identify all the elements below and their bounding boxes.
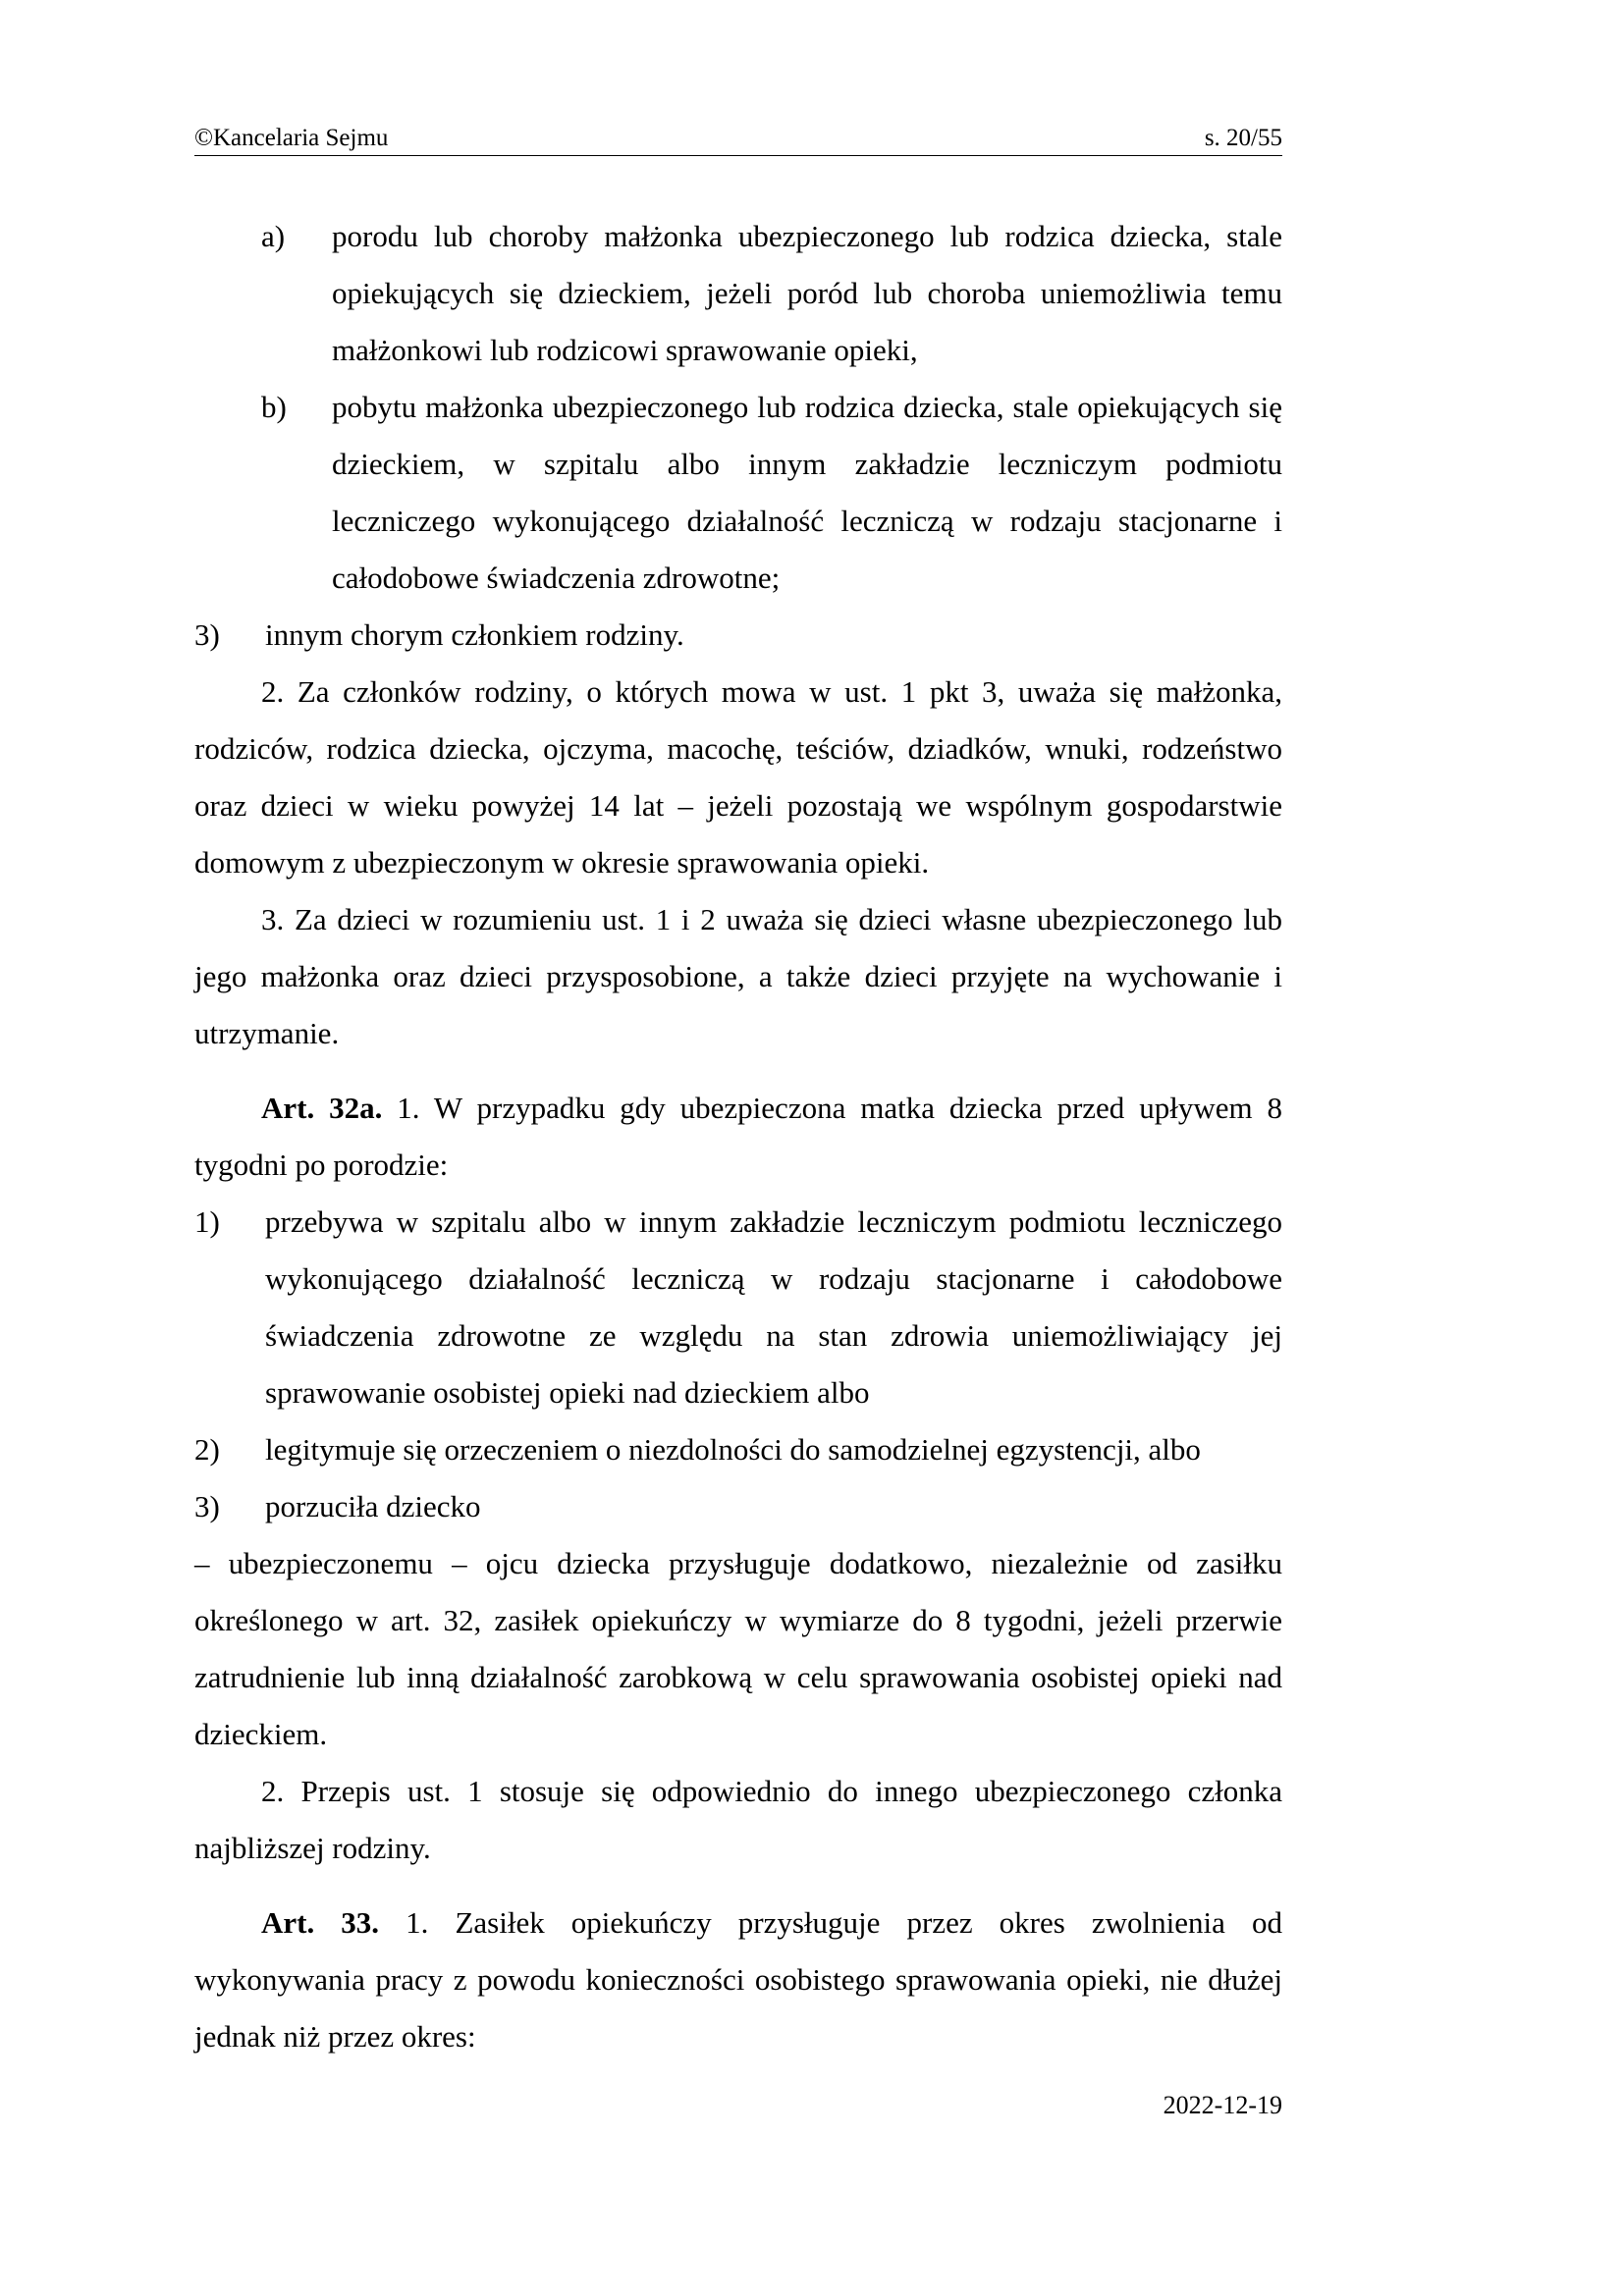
item-label: 3): [194, 617, 220, 652]
item-text: porodu lub choroby małżonka ubezpieczonego lub rodzica dziecka, stale opiekujących się dzieckiem, jeżeli poród lub choroba uniemożliwia temu małżonkowi lub rodzicowi sprawowanie opieki,: [332, 219, 1282, 367]
paragraph: 2. Przepis ust. 1 stosuje się odpowiednio do innego ubezpieczonego członka najbliższej rodziny.: [194, 1774, 1282, 1865]
paragraph: 3. Za dzieci w rozumieniu ust. 1 i 2 uważa się dzieci własne ubezpieczonego lub jego małżonka oraz dzieci przysposobione, a także dzieci przyjęte na wychowanie i utrzymanie.: [194, 902, 1282, 1050]
item-text: przebywa w szpitalu albo w innym zakładzie leczniczym podmiotu leczniczego wykonującego działalność leczniczą w rodzaju stacjonarne i całodobowe świadczenia zdrowotne ze względu na stan zdrowia uniemożliwiający jej sprawowanie osobistej opieki nad dzieckiem albo: [265, 1204, 1282, 1410]
article-text: 1. Zasiłek opiekuńczy przysługuje przez okres zwolnienia od wykonywania pracy z powodu konieczności osobistego sprawowania opieki, nie dłużej jednak niż przez okres:: [194, 1905, 1282, 2054]
list-item: [194, 379, 1282, 607]
article-33-intro: [194, 1895, 1282, 2065]
item-label: a): [261, 219, 286, 253]
item-label: 1): [194, 1204, 220, 1239]
header-source: ©Kancelaria Sejmu: [194, 125, 389, 151]
article-text: 1. W przypadku gdy ubezpieczona matka dziecka przed upływem 8 tygodni po porodzie:: [194, 1091, 1282, 1182]
item-text: pobytu małżonka ubezpieczonego lub rodzica dziecka, stale opiekujących się dzieckiem, w szpitalu albo innym zakładzie leczniczym podmiotu leczniczego wykonującego działalność leczniczą w rodzaju stacjonarne i całodobowe świadczenia zdrowotne;: [332, 390, 1282, 595]
paragraph: – ubezpieczonemu – ojcu dziecka przysługuje dodatkowo, niezależnie od zasiłku określonego w art. 32, zasiłek opiekuńczy w wymiarze do 8 tygodni, jeżeli przerwie zatrudnienie lub inną działalność zarobkową w celu sprawowania osobistej opieki nad dzieckiem.: [194, 1546, 1282, 1751]
article-heading: Art. 32a.: [261, 1091, 383, 1125]
list-item: [194, 1194, 1282, 1421]
article-heading: Art. 33.: [261, 1905, 380, 1940]
list-item: [194, 607, 1282, 664]
item-text: legitymuje się orzeczeniem o niezdolności do samodzielnej egzystencji, albo: [265, 1432, 1201, 1467]
page-header: [194, 126, 1282, 156]
document-body: [194, 208, 1282, 2065]
footer-date: 2022-12-19: [1163, 2091, 1282, 2119]
item-label: 3): [194, 1489, 220, 1523]
article-32a-intro: [194, 1080, 1282, 1194]
item-text: porzuciła dziecko: [265, 1489, 481, 1523]
list-item: [194, 1478, 1282, 1535]
paragraph: 2. Za członków rodziny, o których mowa w ust. 1 pkt 3, uważa się małżonka, rodziców, rodzica dziecka, ojczyma, macochę, teściów, dziadków, wnuki, rodzeństwo oraz dzieci w wieku powyżej 14 lat – jeżeli pozostają we wspólnym gospodarstwie domowym z ubezpieczonym w okresie sprawowania opieki.: [194, 674, 1282, 880]
list-item: [194, 208, 1282, 379]
list-item: [194, 1421, 1282, 1478]
item-text: innym chorym członkiem rodziny.: [265, 617, 684, 652]
header-page-number: s. 20/55: [1204, 125, 1282, 151]
item-label: 2): [194, 1432, 220, 1467]
item-label: b): [261, 390, 287, 424]
